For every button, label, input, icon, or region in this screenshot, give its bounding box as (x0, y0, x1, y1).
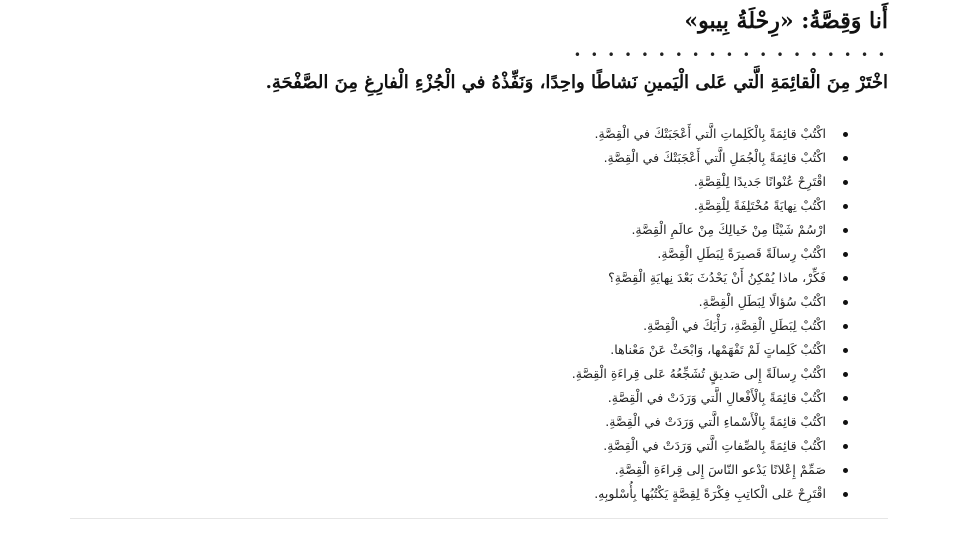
activity-text: فَكِّرْ، ماذا يُمْكِنُ أَنْ يَحْدُثَ بَعْدَ نِهايَةِ الْقِصَّةِ؟ (608, 270, 826, 285)
bullet-icon (843, 348, 848, 353)
activity-list (572, 122, 852, 506)
bullet-icon (843, 324, 848, 329)
bullet-icon (843, 132, 848, 137)
activity-text: اكْتُبْ رِسالَةً قَصيرَةً لِبَطَلِ الْقِصَّةِ. (657, 246, 826, 261)
worksheet-page (70, 0, 888, 519)
activity-item (572, 362, 852, 386)
activity-item (572, 194, 852, 218)
bullet-icon (843, 180, 848, 185)
activity-text: اقْتَرِحْ عَلى الْكاتِبِ فِكْرَةً لِقِصَّةٍ يَكْتُبُها بِأُسْلوبِهِ. (594, 486, 826, 501)
activity-text: اكْتُبْ لِبَطَلِ الْقِصَّةِ، رَأْيَكَ في الْقِصَّةِ. (643, 318, 826, 333)
bullet-icon (843, 372, 848, 377)
worksheet-title: أَنا وَقِصَّةُ: «رِحْلَةُ بِيبو» (684, 8, 888, 34)
activity-text: اكْتُبْ قائِمَةً بِالْأَفْعالِ الَّتي وَرَدَتْ في الْقِصَّةِ. (607, 390, 826, 405)
bullet-icon (843, 228, 848, 233)
activity-text: ارْسُمْ شَيْئًا مِنْ خَيالِكَ مِنْ عالَمِ الْقِصَّةِ. (631, 222, 826, 237)
activity-text: اقْتَرِحْ عُنْوانًا جَديدًا لِلْقِصَّةِ. (693, 174, 826, 189)
activity-item (572, 290, 852, 314)
activity-text: صَمِّمْ إِعْلانًا يَدْعو النّاسَ إِلى قِراءَةِ الْقِصَّةِ. (614, 462, 826, 477)
activity-item (572, 122, 852, 146)
activity-text: اكْتُبْ رِسالَةً إِلى صَديقٍ تُشَجِّعُهُ عَلى قِراءَةِ الْقِصَّةِ. (571, 366, 826, 381)
bullet-icon (843, 276, 848, 281)
activity-item (572, 458, 852, 482)
activity-text: اكْتُبْ قائِمَةً بِالْجُمَلِ الَّتي أَعْجَبَتْكَ في الْقِصَّةِ. (603, 150, 826, 165)
bullet-icon (843, 156, 848, 161)
activity-text: اكْتُبْ قائِمَةً بِالصِّفاتِ الَّتي وَرَدَتْ في الْقِصَّةِ. (603, 438, 826, 453)
bullet-icon (843, 444, 848, 449)
activity-item (572, 242, 852, 266)
activity-item (572, 338, 852, 362)
bullet-icon (843, 252, 848, 257)
activity-item (572, 386, 852, 410)
activity-item (572, 482, 852, 506)
activity-text: اكْتُبْ سُؤالًا لِبَطَلِ الْقِصَّةِ. (698, 294, 826, 309)
dotted-separator: • • • • • • • • • • • • • • • • • • • (573, 48, 888, 62)
bullet-icon (843, 420, 848, 425)
activity-text: اكْتُبْ قائِمَةً بِالْأَسْماءِ الَّتي وَرَدَتْ في الْقِصَّةِ. (605, 414, 826, 429)
activity-item (572, 434, 852, 458)
activity-item (572, 170, 852, 194)
bullet-icon (843, 492, 848, 497)
bullet-icon (843, 300, 848, 305)
activity-item (572, 410, 852, 434)
bullet-icon (843, 396, 848, 401)
activity-item (572, 146, 852, 170)
activity-text: اكْتُبْ قائِمَةً بِالْكَلِماتِ الَّتي أَعْجَبَتْكَ في الْقِصَّةِ. (594, 126, 826, 141)
bullet-icon (843, 468, 848, 473)
bullet-icon (843, 204, 848, 209)
instruction-text: اخْتَرْ مِنَ الْقائِمَةِ الَّتي عَلى الْيَمينِ نَشاطًا واحِدًا، وَنَفِّذْهُ في الْجُزْءِ الْفارِغِ مِنَ الصَّفْحَةِ. (265, 72, 888, 93)
activity-item (572, 314, 852, 338)
activity-item (572, 266, 852, 290)
activity-text: اكْتُبْ كَلِماتٍ لَمْ تَفْهَمْها، وَابْحَثْ عَنْ مَعْناها. (610, 342, 826, 357)
activity-item (572, 218, 852, 242)
activity-text: اكْتُبْ نِهايَةً مُخْتَلِفَةً لِلْقِصَّةِ. (693, 198, 826, 213)
